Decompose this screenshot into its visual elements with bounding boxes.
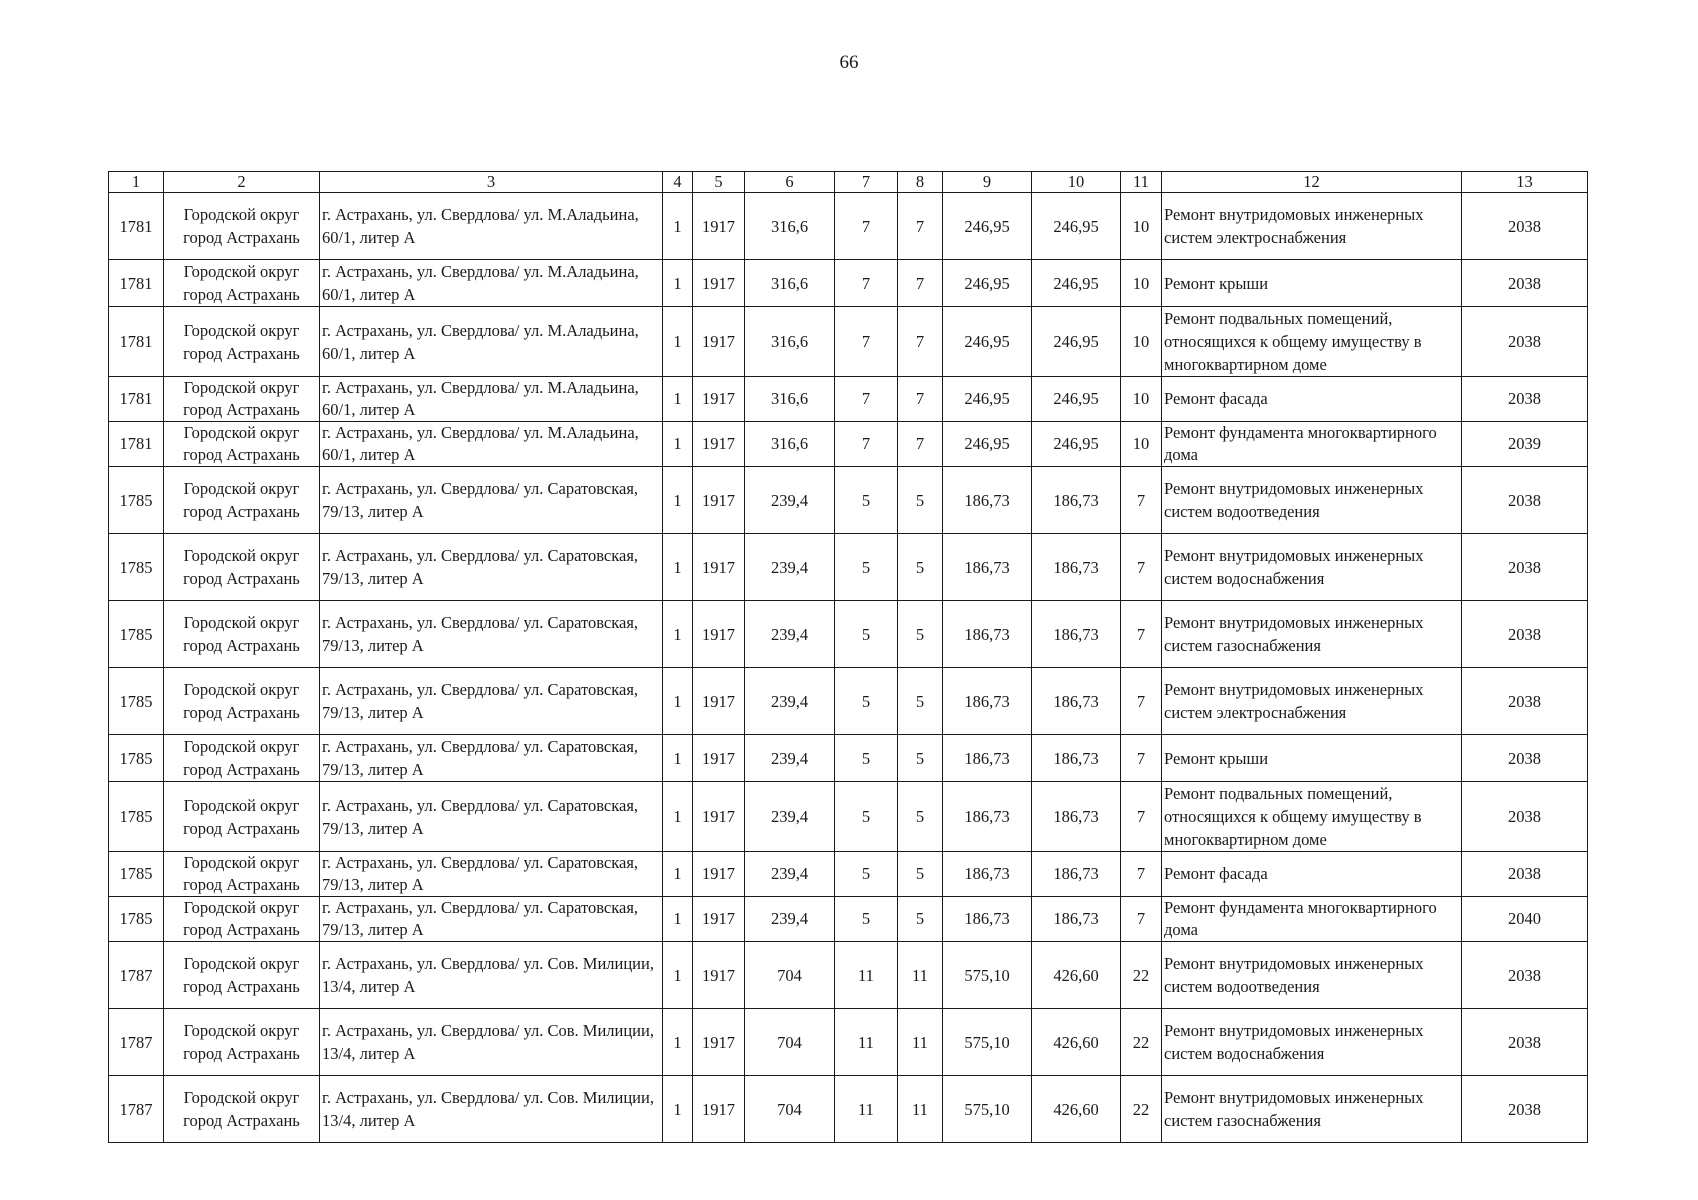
cell: 7	[835, 260, 898, 307]
work-type-cell: Ремонт внутридомовых инженерных систем газоснабжения	[1162, 1076, 1462, 1143]
address-cell: г. Астрахань, ул. Свердлова/ ул. Сов. Милиции, 13/4, литер А	[320, 942, 663, 1009]
cell: 5	[835, 852, 898, 897]
cell: 5	[835, 601, 898, 668]
row-number-cell: 1785	[109, 668, 164, 735]
cell: 186,73	[1032, 735, 1121, 782]
cell: 5	[898, 668, 943, 735]
municipality-cell: Городской округ город Астрахань	[164, 735, 320, 782]
row-number-cell: 1781	[109, 307, 164, 377]
row-number-cell: 1781	[109, 377, 164, 422]
cell: 426,60	[1032, 942, 1121, 1009]
cell: 1	[663, 422, 693, 467]
cell: 7	[1121, 897, 1162, 942]
cell: 186,73	[1032, 782, 1121, 852]
cell: 7	[1121, 467, 1162, 534]
work-type-cell: Ремонт фундамента многоквартирного дома	[1162, 422, 1462, 467]
planned-year-cell: 2038	[1462, 782, 1588, 852]
address-cell: г. Астрахань, ул. Свердлова/ ул. М.Аладьина, 60/1, литер А	[320, 307, 663, 377]
column-header: 12	[1162, 172, 1462, 193]
address-cell: г. Астрахань, ул. Свердлова/ ул. Саратовская, 79/13, литер А	[320, 782, 663, 852]
cell: 11	[835, 1009, 898, 1076]
area-cell: 316,6	[745, 307, 835, 377]
work-type-cell: Ремонт крыши	[1162, 735, 1462, 782]
cell: 5	[898, 735, 943, 782]
cell: 186,73	[943, 467, 1032, 534]
address-cell: г. Астрахань, ул. Свердлова/ ул. М.Аладьина, 60/1, литер А	[320, 377, 663, 422]
address-cell: г. Астрахань, ул. Свердлова/ ул. М.Аладьина, 60/1, литер А	[320, 193, 663, 260]
year-cell: 1917	[693, 852, 745, 897]
year-cell: 1917	[693, 193, 745, 260]
cell: 186,73	[943, 601, 1032, 668]
year-cell: 1917	[693, 668, 745, 735]
area-cell: 316,6	[745, 422, 835, 467]
cell: 5	[835, 897, 898, 942]
area-cell: 316,6	[745, 193, 835, 260]
cell: 1	[663, 942, 693, 1009]
work-type-cell: Ремонт крыши	[1162, 260, 1462, 307]
year-cell: 1917	[693, 601, 745, 668]
cell: 1	[663, 601, 693, 668]
cell: 11	[835, 1076, 898, 1143]
cell: 5	[835, 782, 898, 852]
cell: 186,73	[1032, 852, 1121, 897]
municipality-cell: Городской округ город Астрахань	[164, 852, 320, 897]
planned-year-cell: 2038	[1462, 942, 1588, 1009]
municipality-cell: Городской округ город Астрахань	[164, 467, 320, 534]
planned-year-cell: 2038	[1462, 467, 1588, 534]
address-cell: г. Астрахань, ул. Свердлова/ ул. Саратовская, 79/13, литер А	[320, 897, 663, 942]
cell: 22	[1121, 1076, 1162, 1143]
row-number-cell: 1785	[109, 897, 164, 942]
cell: 11	[898, 942, 943, 1009]
area-cell: 239,4	[745, 735, 835, 782]
area-cell: 239,4	[745, 782, 835, 852]
cell: 246,95	[943, 377, 1032, 422]
cell: 7	[835, 193, 898, 260]
address-cell: г. Астрахань, ул. Свердлова/ ул. Сов. Милиции, 13/4, литер А	[320, 1009, 663, 1076]
area-cell: 704	[745, 1009, 835, 1076]
cell: 246,95	[943, 193, 1032, 260]
cell: 186,73	[1032, 668, 1121, 735]
municipality-cell: Городской округ город Астрахань	[164, 942, 320, 1009]
cell: 246,95	[943, 422, 1032, 467]
cell: 246,95	[1032, 260, 1121, 307]
column-header: 1	[109, 172, 164, 193]
cell: 246,95	[1032, 422, 1121, 467]
year-cell: 1917	[693, 467, 745, 534]
cell: 246,95	[943, 307, 1032, 377]
planned-year-cell: 2038	[1462, 735, 1588, 782]
area-cell: 239,4	[745, 852, 835, 897]
cell: 1	[663, 1076, 693, 1143]
table-row	[109, 1009, 1588, 1076]
planned-year-cell: 2038	[1462, 377, 1588, 422]
address-cell: г. Астрахань, ул. Свердлова/ ул. Саратовская, 79/13, литер А	[320, 534, 663, 601]
row-number-cell: 1781	[109, 260, 164, 307]
municipality-cell: Городской округ город Астрахань	[164, 534, 320, 601]
cell: 246,95	[1032, 193, 1121, 260]
work-type-cell: Ремонт подвальных помещений, относящихся к общему имуществу в многоквартирном доме	[1162, 782, 1462, 852]
address-cell: г. Астрахань, ул. Свердлова/ ул. Саратовская, 79/13, литер А	[320, 467, 663, 534]
cell: 1	[663, 193, 693, 260]
municipality-cell: Городской округ город Астрахань	[164, 307, 320, 377]
column-header: 3	[320, 172, 663, 193]
work-type-cell: Ремонт внутридомовых инженерных систем водоотведения	[1162, 467, 1462, 534]
table-row	[109, 668, 1588, 735]
row-number-cell: 1785	[109, 782, 164, 852]
cell: 575,10	[943, 1009, 1032, 1076]
row-number-cell: 1787	[109, 942, 164, 1009]
cell: 5	[898, 852, 943, 897]
cell: 426,60	[1032, 1009, 1121, 1076]
cell: 5	[898, 897, 943, 942]
year-cell: 1917	[693, 897, 745, 942]
cell: 1	[663, 260, 693, 307]
table-row	[109, 735, 1588, 782]
cell: 246,95	[1032, 307, 1121, 377]
address-cell: г. Астрахань, ул. Свердлова/ ул. Саратовская, 79/13, литер А	[320, 601, 663, 668]
work-type-cell: Ремонт фундамента многоквартирного дома	[1162, 897, 1462, 942]
work-type-cell: Ремонт внутридомовых инженерных систем водоснабжения	[1162, 1009, 1462, 1076]
table-row	[109, 260, 1588, 307]
address-cell: г. Астрахань, ул. Свердлова/ ул. М.Аладьина, 60/1, литер А	[320, 422, 663, 467]
row-number-cell: 1785	[109, 601, 164, 668]
cell: 186,73	[943, 897, 1032, 942]
table-row	[109, 942, 1588, 1009]
cell: 186,73	[1032, 601, 1121, 668]
area-cell: 704	[745, 1076, 835, 1143]
area-cell: 239,4	[745, 534, 835, 601]
cell: 7	[1121, 782, 1162, 852]
municipality-cell: Городской округ город Астрахань	[164, 193, 320, 260]
planned-year-cell: 2038	[1462, 1009, 1588, 1076]
row-number-cell: 1781	[109, 422, 164, 467]
year-cell: 1917	[693, 735, 745, 782]
cell: 7	[898, 260, 943, 307]
cell: 7	[1121, 735, 1162, 782]
cell: 246,95	[1032, 377, 1121, 422]
municipality-cell: Городской округ город Астрахань	[164, 377, 320, 422]
work-type-cell: Ремонт фасада	[1162, 852, 1462, 897]
table-row	[109, 534, 1588, 601]
cell: 5	[898, 601, 943, 668]
address-cell: г. Астрахань, ул. Свердлова/ ул. Сов. Милиции, 13/4, литер А	[320, 1076, 663, 1143]
cell: 7	[835, 422, 898, 467]
planned-year-cell: 2038	[1462, 668, 1588, 735]
column-header: 5	[693, 172, 745, 193]
row-number-cell: 1785	[109, 534, 164, 601]
table-row	[109, 307, 1588, 377]
municipality-cell: Городской округ город Астрахань	[164, 668, 320, 735]
municipality-cell: Городской округ город Астрахань	[164, 782, 320, 852]
year-cell: 1917	[693, 422, 745, 467]
cell: 5	[835, 467, 898, 534]
cell: 7	[1121, 534, 1162, 601]
planned-year-cell: 2038	[1462, 852, 1588, 897]
column-header: 9	[943, 172, 1032, 193]
cell: 1	[663, 534, 693, 601]
column-header: 7	[835, 172, 898, 193]
planned-year-cell: 2040	[1462, 897, 1588, 942]
table-row	[109, 601, 1588, 668]
row-number-cell: 1781	[109, 193, 164, 260]
year-cell: 1917	[693, 260, 745, 307]
work-type-cell: Ремонт фасада	[1162, 377, 1462, 422]
cell: 186,73	[943, 534, 1032, 601]
table-row	[109, 467, 1588, 534]
cell: 1	[663, 782, 693, 852]
column-header: 8	[898, 172, 943, 193]
cell: 10	[1121, 422, 1162, 467]
cell: 7	[835, 377, 898, 422]
row-number-cell: 1785	[109, 852, 164, 897]
cell: 5	[835, 534, 898, 601]
area-cell: 704	[745, 942, 835, 1009]
address-cell: г. Астрахань, ул. Свердлова/ ул. М.Аладьина, 60/1, литер А	[320, 260, 663, 307]
repair-schedule-table	[108, 171, 1588, 1143]
year-cell: 1917	[693, 534, 745, 601]
table-row	[109, 852, 1588, 897]
cell: 5	[898, 467, 943, 534]
planned-year-cell: 2038	[1462, 193, 1588, 260]
cell: 1	[663, 897, 693, 942]
year-cell: 1917	[693, 782, 745, 852]
table-row	[109, 377, 1588, 422]
column-header: 6	[745, 172, 835, 193]
cell: 11	[898, 1009, 943, 1076]
column-number-row	[109, 172, 1588, 193]
planned-year-cell: 2038	[1462, 601, 1588, 668]
cell: 186,73	[943, 782, 1032, 852]
cell: 5	[898, 782, 943, 852]
cell: 186,73	[1032, 897, 1121, 942]
year-cell: 1917	[693, 942, 745, 1009]
cell: 186,73	[943, 735, 1032, 782]
cell: 7	[898, 193, 943, 260]
column-header: 11	[1121, 172, 1162, 193]
cell: 11	[835, 942, 898, 1009]
table-row	[109, 1076, 1588, 1143]
address-cell: г. Астрахань, ул. Свердлова/ ул. Саратовская, 79/13, литер А	[320, 668, 663, 735]
area-cell: 239,4	[745, 467, 835, 534]
cell: 7	[898, 377, 943, 422]
work-type-cell: Ремонт подвальных помещений, относящихся к общему имуществу в многоквартирном доме	[1162, 307, 1462, 377]
work-type-cell: Ремонт внутридомовых инженерных систем водоотведения	[1162, 942, 1462, 1009]
cell: 5	[835, 735, 898, 782]
cell: 7	[898, 307, 943, 377]
planned-year-cell: 2038	[1462, 534, 1588, 601]
cell: 5	[898, 534, 943, 601]
cell: 7	[1121, 852, 1162, 897]
address-cell: г. Астрахань, ул. Свердлова/ ул. Саратовская, 79/13, литер А	[320, 735, 663, 782]
page-number: 66	[839, 52, 859, 73]
cell: 186,73	[1032, 534, 1121, 601]
planned-year-cell: 2038	[1462, 1076, 1588, 1143]
column-header: 2	[164, 172, 320, 193]
row-number-cell: 1785	[109, 735, 164, 782]
cell: 10	[1121, 307, 1162, 377]
row-number-cell: 1787	[109, 1009, 164, 1076]
cell: 1	[663, 668, 693, 735]
area-cell: 239,4	[745, 897, 835, 942]
year-cell: 1917	[693, 1076, 745, 1143]
cell: 186,73	[943, 668, 1032, 735]
cell: 1	[663, 467, 693, 534]
address-cell: г. Астрахань, ул. Свердлова/ ул. Саратовская, 79/13, литер А	[320, 852, 663, 897]
work-type-cell: Ремонт внутридомовых инженерных систем водоснабжения	[1162, 534, 1462, 601]
cell: 1	[663, 377, 693, 422]
cell: 1	[663, 852, 693, 897]
municipality-cell: Городской округ город Астрахань	[164, 260, 320, 307]
column-header: 13	[1462, 172, 1588, 193]
table-row	[109, 782, 1588, 852]
work-type-cell: Ремонт внутридомовых инженерных систем газоснабжения	[1162, 601, 1462, 668]
cell: 7	[1121, 668, 1162, 735]
year-cell: 1917	[693, 1009, 745, 1076]
planned-year-cell: 2038	[1462, 307, 1588, 377]
municipality-cell: Городской округ город Астрахань	[164, 1009, 320, 1076]
area-cell: 316,6	[745, 260, 835, 307]
cell: 246,95	[943, 260, 1032, 307]
cell: 575,10	[943, 1076, 1032, 1143]
table-body	[109, 193, 1588, 1143]
municipality-cell: Городской округ город Астрахань	[164, 422, 320, 467]
table-row	[109, 193, 1588, 260]
row-number-cell: 1785	[109, 467, 164, 534]
cell: 186,73	[1032, 467, 1121, 534]
work-type-cell: Ремонт внутридомовых инженерных систем электроснабжения	[1162, 668, 1462, 735]
municipality-cell: Городской округ город Астрахань	[164, 1076, 320, 1143]
planned-year-cell: 2039	[1462, 422, 1588, 467]
cell: 22	[1121, 1009, 1162, 1076]
column-header: 10	[1032, 172, 1121, 193]
cell: 22	[1121, 942, 1162, 1009]
planned-year-cell: 2038	[1462, 260, 1588, 307]
year-cell: 1917	[693, 377, 745, 422]
cell: 10	[1121, 260, 1162, 307]
cell: 5	[835, 668, 898, 735]
year-cell: 1917	[693, 307, 745, 377]
cell: 186,73	[943, 852, 1032, 897]
cell: 7	[1121, 601, 1162, 668]
cell: 11	[898, 1076, 943, 1143]
column-header: 4	[663, 172, 693, 193]
area-cell: 316,6	[745, 377, 835, 422]
municipality-cell: Городской округ город Астрахань	[164, 601, 320, 668]
area-cell: 239,4	[745, 668, 835, 735]
cell: 7	[898, 422, 943, 467]
cell: 10	[1121, 377, 1162, 422]
cell: 575,10	[943, 942, 1032, 1009]
cell: 10	[1121, 193, 1162, 260]
cell: 1	[663, 307, 693, 377]
table-row	[109, 897, 1588, 942]
cell: 426,60	[1032, 1076, 1121, 1143]
cell: 1	[663, 1009, 693, 1076]
cell: 1	[663, 735, 693, 782]
area-cell: 239,4	[745, 601, 835, 668]
work-type-cell: Ремонт внутридомовых инженерных систем электроснабжения	[1162, 193, 1462, 260]
cell: 7	[835, 307, 898, 377]
row-number-cell: 1787	[109, 1076, 164, 1143]
municipality-cell: Городской округ город Астрахань	[164, 897, 320, 942]
table-row	[109, 422, 1588, 467]
